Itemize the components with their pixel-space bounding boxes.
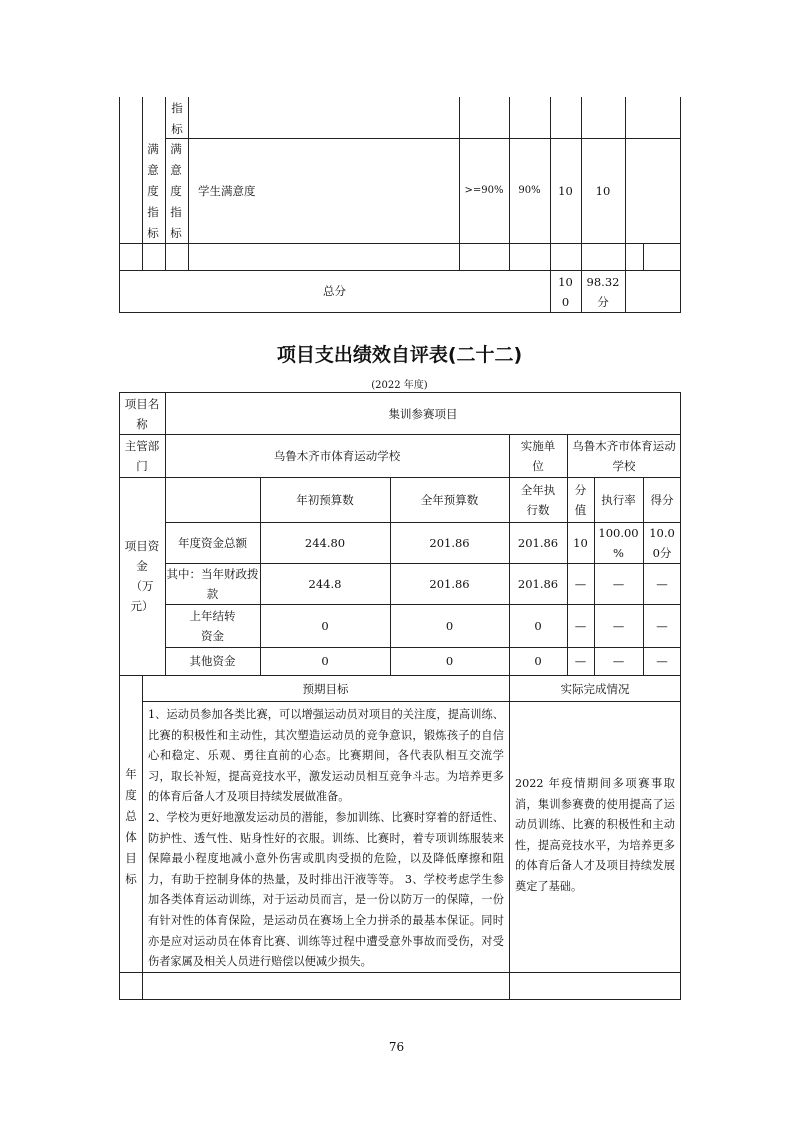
- row-rate: —: [612, 577, 625, 591]
- project-name-value: 集训参赛项目: [388, 407, 458, 421]
- row-annual: 0: [445, 654, 454, 668]
- row-initial: 244.8: [308, 577, 342, 591]
- row-weight: 10: [573, 536, 588, 550]
- row-annual: 201.86: [429, 536, 470, 550]
- impl-unit-value: 乌鲁木齐市体育运动 学校: [572, 439, 676, 473]
- actual-completion-text: 2022 年疫情期间多项赛事取消，集训参赛费的使用提高了运动员训练、比赛的积极性和主动性，提高竞技水平，为培养更多的体育后备人才及项目持续发展奠定了基础。: [515, 777, 675, 893]
- total-score: 98.32 分: [586, 275, 620, 309]
- row-executed: 0: [534, 619, 542, 633]
- row-initial: 0: [321, 619, 329, 633]
- row-score: —: [656, 619, 668, 633]
- indicator-tail-label: 指 标: [171, 101, 183, 136]
- row-executed: 201.86: [517, 536, 559, 550]
- expected-goal-header: 预期目标: [302, 682, 349, 696]
- row-rate: —: [612, 619, 625, 633]
- row-label: 年度资金总额: [178, 536, 247, 550]
- row-weight: —: [574, 619, 587, 633]
- page-title: 项目支出绩效自评表(二十二): [276, 344, 523, 366]
- expected-goal-text: 1、运动员参加各类比赛，可以增强运动员对项目的关注度，提高训练、比赛的积极性和主动性，其次塑造运动员的竞争意识，锻炼孩子的自信心和稳定、乐观、勇往直前的心态。比赛期间，各代表队相互交流学习，取长补短，提高竞技水平，激发运动员相互竞争斗志。为培养更多的体育后备人才及项目持续发展做准备。 2、学校为更好地激发运动员的潜能，参加训练、比赛时穿着的舒适性、防护性、透气性、贴身性好的衣服。训练、比赛时，着专项训练服装来保障最小程度地减小意外伤害或肌肉受损的危险，以及降低摩擦和阻力，有助于控制身体的热量，及时排出汗液等等。 3、学校考虑学生参加各类体育运动训练，对于运动员而言，是一份以防万一的保障，一份有针对性的体育保险，是运动员在赛场上全力拼杀的最基本保证。同时亦是应对运动员在体育比赛、训练等过程中遭受意外事故而受伤，对受伤者家属及相关人员进行赔偿以便减少损失。: [148, 708, 504, 969]
- row-weight: —: [574, 654, 587, 668]
- row-initial: 244.80: [304, 536, 346, 550]
- row-executed: 0: [534, 654, 542, 668]
- funds-label: 项目资 金 （万 元）: [124, 539, 160, 613]
- row-score: 10.0 0分: [649, 526, 675, 560]
- header-executed: 全年执 行数: [520, 483, 556, 517]
- row-label: 上年结转 资金: [189, 609, 236, 643]
- row-executed: 201.86: [517, 577, 559, 591]
- year-label: (2022 年度): [371, 380, 428, 391]
- header-annual-budget: 全年预算数: [420, 493, 479, 507]
- row-rate: 100.00 %: [598, 526, 639, 560]
- indicator-score: 10: [595, 184, 611, 198]
- impl-unit-label: 实施单 位: [520, 439, 556, 473]
- header-weight: 分 值: [574, 483, 587, 517]
- row-rate: —: [612, 654, 625, 668]
- project-name-label: 项目名 称: [124, 397, 160, 431]
- dept-label: 主管部 门: [124, 439, 160, 473]
- row-score: —: [656, 577, 668, 591]
- page-number: 76: [388, 1040, 405, 1054]
- annual-goal-label: 年 度 总 体 目 标: [125, 767, 137, 886]
- satisfaction-group-label: 满 意 度 指 标: [147, 142, 159, 240]
- dept-value: 乌鲁木齐市体育运动学校: [273, 449, 401, 463]
- header-initial-budget: 年初预算数: [296, 493, 354, 507]
- satisfaction-sub-label: 满 意 度 指 标: [170, 142, 182, 240]
- row-score: —: [656, 654, 668, 668]
- total-weight: 10 0: [558, 275, 573, 309]
- header-score: 得分: [650, 493, 674, 507]
- header-exec-rate: 执行率: [601, 493, 636, 507]
- row-weight: —: [574, 577, 587, 591]
- row-annual: 201.86: [429, 577, 470, 591]
- total-label: 总分: [323, 284, 346, 298]
- row-label: 其中：当年财政拨 款: [166, 567, 259, 601]
- row-annual: 0: [445, 619, 454, 633]
- row-initial: 0: [321, 654, 329, 668]
- indicator-name: 学生满意度: [198, 184, 256, 198]
- indicator-weight: 10: [558, 184, 573, 198]
- indicator-target: >=90%: [464, 185, 504, 196]
- row-label: 其他资金: [189, 654, 236, 668]
- indicator-actual: 90%: [518, 185, 541, 196]
- actual-completion-header: 实际完成情况: [560, 682, 630, 696]
